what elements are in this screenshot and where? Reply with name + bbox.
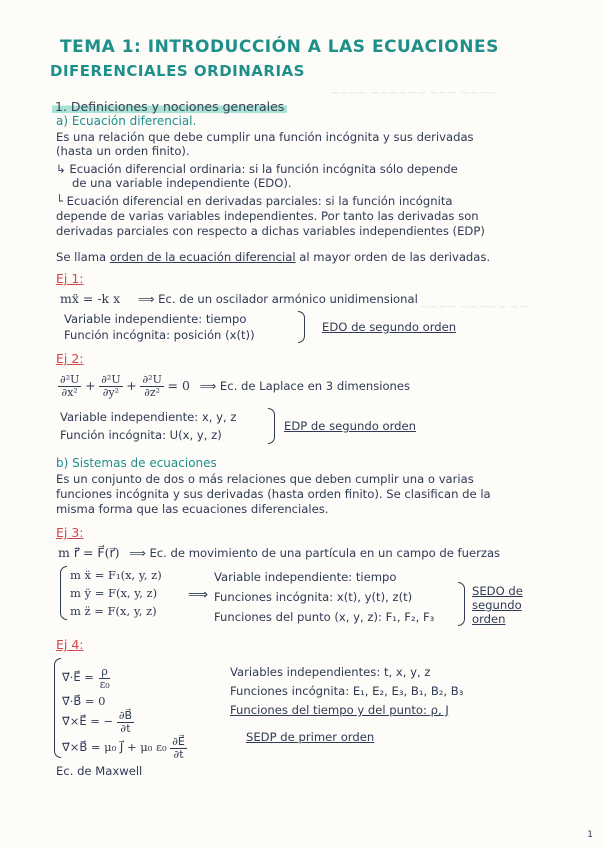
example-2-unknown-function: Función incógnita: U(x, y, z)	[60, 428, 222, 442]
example-3-description: ⟹ Ec. de movimiento de una partícula en un campo de fuerzas	[129, 546, 501, 560]
laplace-term-y-denominator: ∂y²	[102, 386, 120, 399]
maxwell-eq-4-lhs: ∇⃗×B⃗ = μ₀ J⃗ + μ₀ ε₀	[62, 740, 167, 754]
title-line-2: DIFERENCIALES ORDINARIAS	[50, 62, 305, 80]
bleed-through-text: ~~~~ ~~~~~~ ~~~ ~~~~	[330, 86, 498, 99]
maxwell-caption: Ec. de Maxwell	[56, 764, 143, 778]
example-1-brace	[298, 311, 305, 343]
laplace-term-y-numerator: ∂²U	[101, 373, 121, 386]
definition-line-1: Es una relación que debe cumplir una función incógnita y sus derivadas	[56, 130, 474, 144]
section-heading-text: 1. Definiciones y nociones generales	[52, 99, 287, 114]
systems-definition-line-3: misma forma que las ecuaciones diferenciales.	[56, 502, 329, 516]
laplace-term-z-denominator: ∂z²	[144, 386, 161, 399]
example-3-brace	[458, 582, 465, 626]
bleed-through-text: ~~~~ ~~~~~ ~~	[420, 300, 529, 313]
edp-definition-line-1: └ Ecuación diferencial en derivadas parciales: si la función incógnita	[56, 194, 453, 208]
maxwell-eq-4	[62, 734, 187, 761]
maxwell-eq-4-fraction	[170, 736, 187, 761]
order-definition	[56, 250, 490, 264]
example-2-equation-line: $\frac{\text{∂²U}}{\text{∂x²}}$ + $\frac{\text{∂²U}}{\text{∂y²}}$ + $\frac{\text{∂²U}}{\text{∂z²}}$ = 0 ⟹ Ec. de Laplace en 3 dimensiones	[60, 373, 411, 399]
example-4-time-point-functions: Funciones del tiempo y del punto: ρ, J	[230, 703, 449, 717]
laplace-term-z-numerator: ∂²U	[142, 373, 162, 386]
maxwell-eq-3-fraction	[117, 710, 134, 735]
example-3-result-line-2: segundo	[472, 598, 522, 612]
page-number: 1	[587, 830, 593, 840]
example-3-independent-variable: Variable independiente: tiempo	[214, 570, 397, 584]
edp-definition-line-2: depende de varias variables independientes. Por tanto las derivadas son	[56, 209, 479, 223]
order-definition-term: orden de la ecuación diferencial	[109, 250, 296, 264]
subsection-a-heading: a) Ecuación diferencial.	[56, 114, 197, 128]
systems-definition-line-2: funciones incógnita y sus derivadas (hasta orden finito). Se clasifican de la	[56, 487, 491, 501]
example-1-result: EDO de segundo orden	[322, 320, 457, 334]
maxwell-eq-2: ∇⃗·B⃗ = 0	[62, 694, 106, 708]
edo-definition-line-2: de una variable independiente (EDO).	[72, 176, 292, 190]
maxwell-eq-3-lhs: ∇⃗×E⃗ = −	[62, 714, 114, 728]
example-4-label: Ej 4:	[56, 637, 84, 652]
example-1-unknown-function: Función incógnita: posición (x(t))	[64, 328, 255, 342]
example-3-system-eq-3: m z̈ = F(x, y, z)	[70, 604, 157, 618]
maxwell-eq-1	[62, 664, 112, 691]
order-definition-prefix: Se llama	[56, 250, 107, 264]
edp-definition-line-3: derivadas parciales con respecto a dichas variables independientes (EDP)	[56, 224, 485, 238]
example-2-description: ⟹ Ec. de Laplace en 3 dimensiones	[199, 379, 411, 393]
example-2-independent-variable: Variable independiente: x, y, z	[60, 410, 237, 424]
maxwell-eq-1-fraction	[98, 666, 112, 691]
example-3-label: Ej 3:	[56, 525, 84, 540]
section-heading	[52, 100, 287, 114]
maxwell-eq-1-numerator: ρ	[101, 664, 108, 678]
example-3-equation-line	[58, 546, 500, 560]
example-4-result: SEDP de primer orden	[246, 730, 375, 744]
laplace-term-y	[99, 374, 122, 399]
example-1-description: ⟹ Ec. de un oscilador armónico unidimensional	[137, 292, 418, 306]
example-2-brace	[268, 408, 275, 444]
example-2-result: EDP de segundo orden	[284, 419, 416, 433]
order-definition-suffix: al mayor orden de las derivadas.	[299, 250, 491, 264]
example-4-unknown-functions: Funciones incógnita: E₁, E₂, E₃, B₁, B₂, B₃	[230, 684, 464, 698]
maxwell-eq-3-numerator: ∂B⃗	[118, 708, 133, 722]
laplace-term-x-numerator: ∂²U	[60, 373, 80, 386]
example-3-unknown-functions: Funciones incógnita: x(t), y(t), z(t)	[214, 590, 413, 604]
example-3-system-eq-1: m ẍ = F₁(x, y, z)	[70, 568, 162, 582]
example-3-system-eq-2: m ÿ = F(x, y, z)	[70, 586, 158, 600]
example-1-equation: mẍ = -k x	[60, 291, 121, 306]
example-1-label: Ej 1:	[56, 271, 84, 286]
laplace-term-x	[58, 374, 81, 399]
maxwell-system-brace	[54, 658, 61, 758]
example-2-label: Ej 2:	[56, 351, 84, 366]
example-3-implies-arrow: ⟹	[188, 587, 209, 603]
example-4-independent-variables: Variables independientes: t, x, y, z	[230, 665, 431, 679]
maxwell-eq-3-denominator: ∂t	[120, 721, 131, 735]
maxwell-eq-4-numerator: ∂E⃗	[172, 734, 185, 748]
maxwell-eq-1-denominator: ε₀	[99, 677, 110, 691]
edo-definition-line-1: ↳ Ecuación diferencial ordinaria: si la función incógnita sólo depende	[56, 162, 458, 176]
maxwell-eq-1-lhs: ∇⃗·E⃗ =	[62, 670, 94, 684]
definition-line-2: (hasta un orden finito).	[56, 144, 190, 158]
example-3-system-brace	[60, 566, 67, 620]
laplace-term-x-denominator: ∂x²	[61, 386, 78, 399]
example-3-result-line-1: SEDO de	[472, 584, 523, 598]
maxwell-eq-3	[62, 708, 134, 735]
laplace-term-z	[140, 374, 163, 399]
example-1-independent-variable: Variable independiente: tiempo	[64, 312, 247, 326]
example-3-point-functions: Funciones del punto (x, y, z): F₁, F₂, F₃	[214, 610, 435, 624]
maxwell-eq-4-denominator: ∂t	[173, 747, 184, 761]
example-3-result-line-3: orden	[472, 612, 506, 626]
example-3-equation: m r⃗̈ = F⃗(r⃗)	[58, 545, 120, 560]
title-line-1: TEMA 1: INTRODUCCIÓN A LAS ECUACIONES	[60, 37, 499, 57]
subsection-b-heading: b) Sistemas de ecuaciones	[56, 456, 217, 470]
example-1-equation-line	[60, 292, 418, 306]
systems-definition-line-1: Es un conjunto de dos o más relaciones que deben cumplir una o varias	[56, 472, 474, 486]
laplace-equals-zero: = 0	[167, 378, 190, 393]
